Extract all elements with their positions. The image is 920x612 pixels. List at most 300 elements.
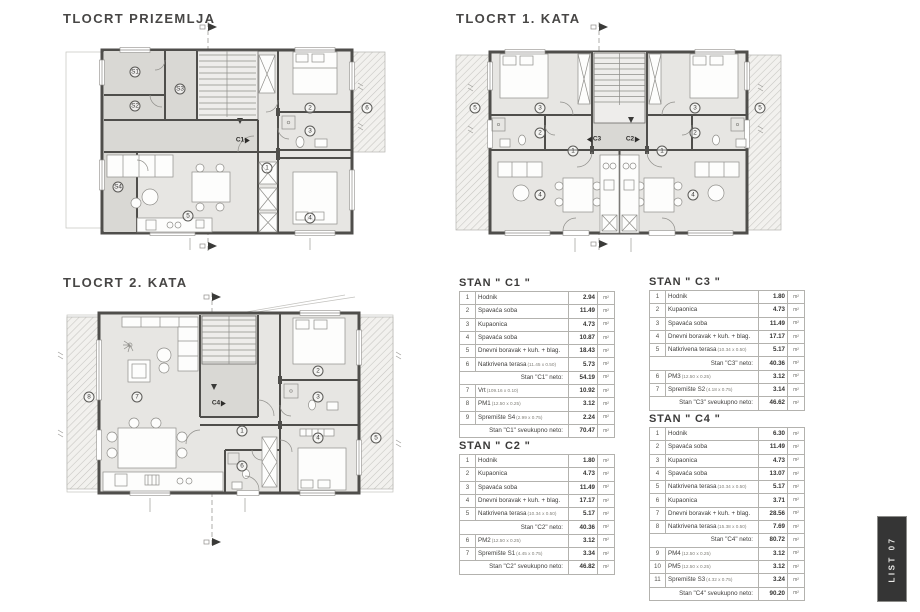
row-number: 10 [650,560,666,573]
table-total-row [650,587,805,600]
table-row [650,330,805,343]
room-name [666,317,759,330]
room-name [666,547,759,560]
area-unit: m² [598,424,615,437]
room-name [666,304,759,317]
room-name-text: Dnevni boravak + kuh. + blag. [478,496,561,504]
room-name-text: Natkrivena terasa [668,483,717,491]
area-value: 11.49 [759,441,788,454]
table-row [460,534,615,547]
room-label-2: 2 [305,103,316,114]
room-name-text: PM1 [478,400,491,408]
room-name-text: Spremište S3 [668,576,706,584]
table-row [460,548,615,561]
room-name-text: Spremište S1 [478,550,516,558]
room-label-1: 1 [262,163,273,174]
room-name-text: Kupaonica [478,470,508,478]
area-unit: m² [788,454,805,467]
room-label-2: 2 [313,366,324,377]
area-unit: m² [788,304,805,317]
room-name-text: Spavaća soba [668,469,708,477]
area-value: 3.12 [759,547,788,560]
room-name [476,318,569,331]
room-name-text: PM2 [478,536,491,544]
room-name [476,548,569,561]
area-value: 54.19 [569,371,598,384]
area-unit: m² [598,534,615,547]
area-value: 46.62 [759,397,788,410]
row-number: 7 [460,385,476,398]
row-number: 2 [460,305,476,318]
area-unit: m² [788,330,805,343]
room-label-5: 5 [183,211,194,222]
area-unit: m² [598,481,615,494]
area-unit: m² [788,587,805,600]
row-number: 6 [650,494,666,507]
row-number: 4 [650,467,666,480]
area-value: 11.49 [569,305,598,318]
area-value: 3.14 [759,384,788,397]
room-name [476,411,569,424]
table-subtotal-row [460,521,615,534]
table-row [650,441,805,454]
area-unit: m² [788,494,805,507]
row-number: 3 [650,317,666,330]
area-unit: m² [598,398,615,411]
area-table-c2 [459,454,615,575]
area-value: 3.12 [759,560,788,573]
row-number: 6 [460,358,476,371]
table-row [460,455,615,468]
subtotal-label: Stan "C3" neto: [650,357,759,370]
area-value: 5.17 [569,508,598,521]
area-unit: m² [598,358,615,371]
area-unit: m² [598,371,615,384]
stan-title-c3: STAN " C3 " [649,276,721,288]
area-unit: m² [788,291,805,304]
room-label-s4: S4 [114,183,122,191]
table-row [650,467,805,480]
sheet-number-label: LIST 07 [887,536,897,582]
table-row [650,574,805,587]
floorplan-kat2 [58,292,401,548]
table-row [650,304,805,317]
triangle-left-icon [587,136,592,142]
area-value: 11.49 [759,317,788,330]
room-label-6: 6 [362,103,373,114]
plan-title-prizemlje: TLOCRT PRIZEMLJA [63,11,216,26]
area-value: 40.36 [569,521,598,534]
area-value: 5.73 [569,358,598,371]
room-name-text: Vrt [478,387,486,395]
room-name [476,345,569,358]
area-unit: m² [788,441,805,454]
row-number: 5 [650,481,666,494]
room-name [476,468,569,481]
area-value: 3.24 [759,574,788,587]
room-label-5: 5 [755,103,766,114]
room-label-8: 8 [84,392,95,403]
room-name-text: Spavaća soba [478,307,518,315]
subtotal-label: Stan "C4" neto: [650,534,759,547]
room-dimensions: (15.38 x 0.50) [717,524,747,530]
table-row [650,428,805,441]
row-number: 7 [650,507,666,520]
room-dimensions: (12.50 x 0.25) [681,550,711,556]
area-unit: m² [788,481,805,494]
table-row [650,291,805,304]
room-name-text: Kupaonica [668,496,698,504]
room-name [666,574,759,587]
room-label-3: 3 [313,392,324,403]
table-row [650,494,805,507]
area-unit: m² [598,494,615,507]
area-value: 80.72 [759,534,788,547]
area-value: 3.12 [569,534,598,547]
area-unit: m² [788,574,805,587]
table-row [460,292,615,305]
table-total-row [460,561,615,574]
room-dimensions: (4.45 x 0.75) [516,551,543,557]
area-unit: m² [788,547,805,560]
table-total-row [460,424,615,437]
row-number: 9 [650,547,666,560]
room-name [666,384,759,397]
room-name [666,521,759,534]
room-name [666,507,759,520]
table-row [460,468,615,481]
room-name-text: Dnevni boravak + kuh. + blag. [478,347,561,355]
area-value: 3.71 [759,494,788,507]
area-value: 7.69 [759,521,788,534]
stan-title-c1: STAN " C1 " [459,277,531,289]
room-label-1: 1 [657,146,668,157]
area-value: 5.17 [759,481,788,494]
area-unit: m² [788,534,805,547]
section-marker-c4 [212,400,226,407]
room-dimensions: (10.34 x 0.50) [717,484,747,490]
table-row [650,560,805,573]
area-value: 70.47 [569,424,598,437]
triangle-right-icon [245,137,250,143]
room-name-text: Kupaonica [478,320,508,328]
room-name [476,358,569,371]
row-number: 7 [460,548,476,561]
room-name-text: Spavaća soba [668,443,708,451]
table-row [650,344,805,357]
room-dimensions: (2.99 x 0.75) [516,414,543,420]
room-name-text: PM4 [668,549,681,557]
room-name-text: Kupaonica [668,456,698,464]
room-name [476,331,569,344]
room-name-text: Hodnik [478,294,498,302]
room-label-4: 4 [313,433,324,444]
room-name [666,344,759,357]
room-name-text: Spavaća soba [668,319,708,327]
area-value: 6.30 [759,428,788,441]
table-subtotal-row [650,357,805,370]
section-marker-text: C4 [211,399,221,407]
room-name [666,454,759,467]
table-row [650,317,805,330]
room-name [476,481,569,494]
room-name [666,428,759,441]
room-dimensions: (12.50 x 0.25) [491,537,521,543]
stan-title-c4: STAN " C4 " [649,413,721,425]
area-value: 28.56 [759,507,788,520]
total-label: Stan "C4" sveukupno neto: [650,587,759,600]
total-label: Stan "C3" sveukupno neto: [650,397,759,410]
floorplan-kat1 [456,22,781,252]
area-unit: m² [788,317,805,330]
room-dimensions: (12.50 x 0.25) [491,401,521,407]
room-name [666,494,759,507]
room-name-text: Hodnik [668,430,688,438]
row-number: 3 [650,454,666,467]
area-value: 3.12 [569,398,598,411]
room-label-1: 1 [568,146,579,157]
room-label-3: 3 [690,103,701,114]
area-unit: m² [598,331,615,344]
area-value: 13.07 [759,467,788,480]
area-unit: m² [598,292,615,305]
row-number: 2 [650,304,666,317]
area-value: 90.20 [759,587,788,600]
room-name [476,508,569,521]
room-label-5: 5 [470,103,481,114]
area-unit: m² [788,521,805,534]
row-number: 11 [650,574,666,587]
room-name [476,305,569,318]
room-name-text: Natkrivena terasa [668,523,717,531]
table-row [650,521,805,534]
room-label-s2: S2 [131,102,139,110]
table-row [460,345,615,358]
table-row [650,454,805,467]
room-label-4: 4 [688,190,699,201]
table-subtotal-row [650,534,805,547]
area-unit: m² [598,468,615,481]
table-row [460,411,615,424]
room-name [666,467,759,480]
section-marker-c2 [626,136,640,143]
room-name [666,560,759,573]
row-number: 6 [460,534,476,547]
row-number: 9 [460,411,476,424]
section-marker-text: C1 [235,136,245,144]
table-row [650,547,805,560]
table-row [460,508,615,521]
area-unit: m² [788,357,805,370]
room-name-text: PM3 [668,372,681,380]
area-value: 3.34 [569,548,598,561]
room-label-3: 3 [305,126,316,137]
room-name [476,385,569,398]
row-number: 4 [650,330,666,343]
room-name [476,398,569,411]
area-value: 18.43 [569,345,598,358]
area-unit: m² [788,507,805,520]
area-value: 4.73 [759,454,788,467]
area-value: 40.36 [759,357,788,370]
room-label-s3: S3 [176,85,184,93]
table-row [650,481,805,494]
row-number: 2 [460,468,476,481]
table-row [460,398,615,411]
room-dimensions: (109.16 x 0.10) [486,388,519,394]
room-name-text: Natkrivena terasa [478,360,527,368]
room-name-text: Spavaća soba [478,483,518,491]
area-value: 10.87 [569,331,598,344]
row-number: 7 [650,384,666,397]
area-value: 4.73 [759,304,788,317]
room-name-text: Dnevni boravak + kuh. + blag. [668,332,751,340]
section-marker-text: C2 [625,135,635,143]
room-name-text: Kupaonica [668,306,698,314]
room-name-text: Spremište S2 [668,386,706,394]
sheet-number-tab [877,516,907,602]
row-number: 3 [460,481,476,494]
area-unit: m² [598,508,615,521]
room-name [476,494,569,507]
row-number: 3 [460,318,476,331]
room-label-4: 4 [535,190,546,201]
area-table-c4 [649,427,805,601]
table-row [460,358,615,371]
area-unit: m² [598,345,615,358]
table-total-row [650,397,805,410]
room-label-7: 7 [132,392,143,403]
room-name [476,292,569,305]
area-value: 1.80 [759,291,788,304]
area-unit: m² [598,521,615,534]
section-marker-c1 [236,137,250,144]
room-name-text: Hodnik [668,293,688,301]
area-unit: m² [598,411,615,424]
room-name [666,441,759,454]
stan-title-c2: STAN " C2 " [459,440,531,452]
room-label-5: 5 [371,433,382,444]
area-value: 1.80 [569,455,598,468]
room-dimensions: (12.50 x 0.25) [681,373,711,379]
row-number: 6 [650,370,666,383]
room-name [666,291,759,304]
area-value: 5.17 [759,344,788,357]
section-marker-text: C3 [592,135,602,143]
area-value: 10.92 [569,385,598,398]
room-dimensions: (4.32 x 0.75) [706,577,733,583]
area-unit: m² [788,467,805,480]
row-number: 5 [460,508,476,521]
room-name [476,534,569,547]
area-value: 11.49 [569,481,598,494]
row-number: 8 [650,521,666,534]
area-table-c3 [649,290,805,411]
total-label: Stan "C1" sveukupno neto: [460,424,569,437]
row-number: 2 [650,441,666,454]
table-row [650,507,805,520]
room-label-4: 4 [305,213,316,224]
area-value: 4.73 [569,468,598,481]
subtotal-label: Stan "C2" neto: [460,521,569,534]
area-unit: m² [788,397,805,410]
room-label-6: 6 [237,461,248,472]
area-value: 17.17 [569,494,598,507]
triangle-right-icon [635,136,640,142]
room-name-text: Spavaća soba [478,333,518,341]
subtotal-label: Stan "C1" neto: [460,371,569,384]
row-number: 1 [650,291,666,304]
room-label-2: 2 [690,128,701,139]
room-name-text: Spremište S4 [478,413,516,421]
table-row [460,331,615,344]
plan-title-kat2: TLOCRT 2. KATA [63,275,188,290]
area-unit: m² [598,385,615,398]
room-name-text: Dnevni boravak + kuh. + blag. [668,509,751,517]
area-unit: m² [788,428,805,441]
table-subtotal-row [460,371,615,384]
room-dimensions: (11.45 x 0.50) [527,361,557,367]
area-value: 4.73 [569,318,598,331]
floorplan-prizemlje [66,22,385,252]
area-value: 2.24 [569,411,598,424]
room-dimensions: (4.18 x 0.75) [706,387,733,393]
total-label: Stan "C2" sveukupno neto: [460,561,569,574]
area-unit: m² [598,548,615,561]
table-row [460,494,615,507]
row-number: 1 [650,428,666,441]
room-name-text: Hodnik [478,457,498,465]
area-value: 17.17 [759,330,788,343]
row-number: 1 [460,455,476,468]
room-name [476,455,569,468]
room-dimensions: (12.50 x 0.25) [681,564,711,570]
room-name-text: Natkrivena terasa [478,510,527,518]
table-row [460,305,615,318]
table-row [460,481,615,494]
row-number: 4 [460,331,476,344]
plan-title-kat1: TLOCRT 1. KATA [456,11,581,26]
table-row [460,385,615,398]
row-number: 8 [460,398,476,411]
area-value: 3.12 [759,370,788,383]
area-unit: m² [788,560,805,573]
row-number: 5 [460,345,476,358]
table-row [650,384,805,397]
room-dimensions: (10.34 x 0.50) [527,511,557,517]
triangle-right-icon [221,400,226,406]
table-row [460,318,615,331]
area-unit: m² [788,370,805,383]
area-unit: m² [788,344,805,357]
area-unit: m² [598,318,615,331]
room-label-1: 1 [237,426,248,437]
area-value: 2.94 [569,292,598,305]
room-name-text: Natkrivena terasa [668,346,717,354]
row-number: 1 [460,292,476,305]
row-number: 4 [460,494,476,507]
room-name-text: PM5 [668,563,681,571]
room-name [666,330,759,343]
section-marker-c3 [587,136,601,143]
area-table-c1 [459,291,615,438]
area-unit: m² [598,561,615,574]
room-label-3: 3 [535,103,546,114]
row-number: 5 [650,344,666,357]
room-dimensions: (10.34 x 0.50) [717,347,747,353]
area-value: 46.82 [569,561,598,574]
area-unit: m² [598,455,615,468]
